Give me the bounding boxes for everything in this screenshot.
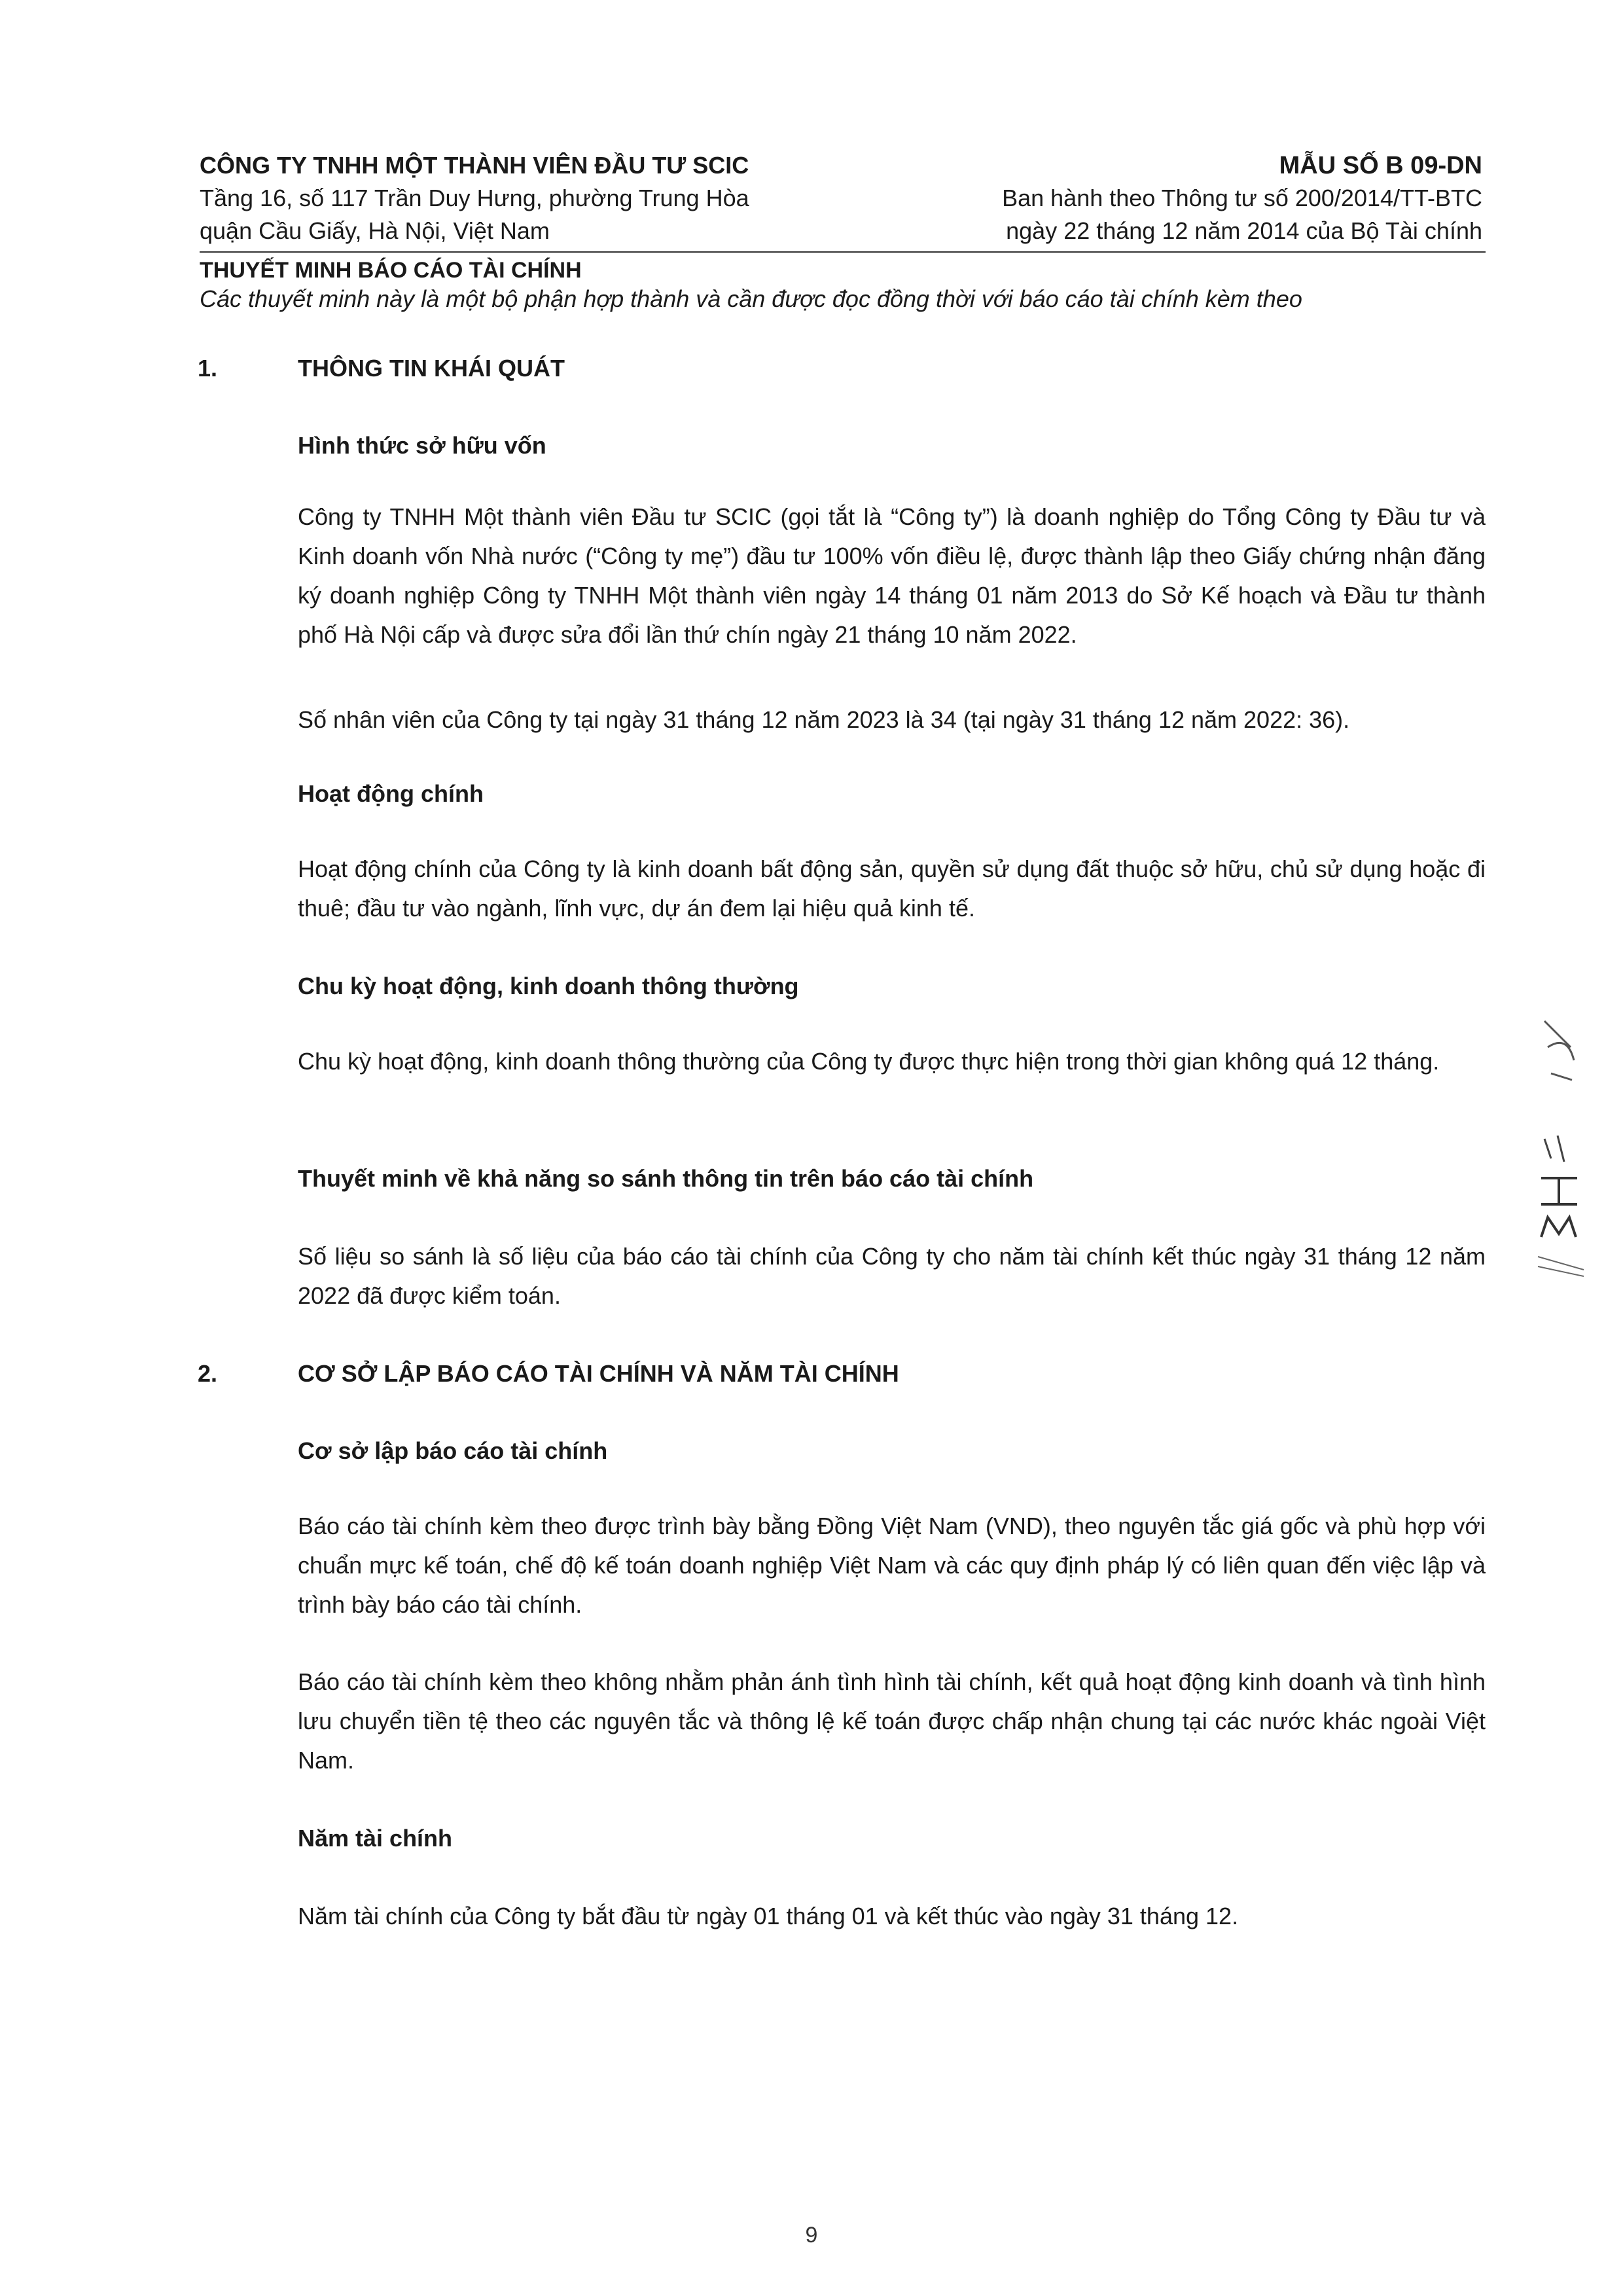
subsection-heading: Thuyết minh về khả năng so sánh thông tin trên báo cáo tài chính <box>298 1165 1034 1192</box>
section-number: 2. <box>198 1360 218 1387</box>
section-title: CƠ SỞ LẬP BÁO CÁO TÀI CHÍNH VÀ NĂM TÀI CHÍNH <box>298 1360 899 1387</box>
company-address-line-2: quận Cầu Giấy, Hà Nội, Việt Nam <box>200 217 550 244</box>
company-name: CÔNG TY TNHH MỘT THÀNH VIÊN ĐẦU TƯ SCIC <box>200 152 749 179</box>
page-number: 9 <box>805 2223 818 2248</box>
stamp-fragment-graphic <box>1531 1008 1590 1283</box>
paragraph: Báo cáo tài chính kèm theo không nhằm phản ánh tình hình tài chính, kết quả hoạt động kinh doanh và tình hình lưu chuyển tiền tệ theo các nguyên tắc và thông lệ kế toán được chấp nhận chung tại các nước khác ngoài Việt Nam. <box>298 1668 1486 1774</box>
subsection-heading: Chu kỳ hoạt động, kinh doanh thông thường <box>298 973 799 999</box>
header-divider <box>200 251 1486 253</box>
form-header <box>903 149 1482 247</box>
paragraph: Chu kỳ hoạt động, kinh doanh thông thường của Công ty được thực hiện trong thời gian không quá 12 tháng. <box>298 1048 1440 1075</box>
paragraph: Số liệu so sánh là số liệu của báo cáo tài chính của Công ty cho năm tài chính kết thúc ngày 31 tháng 12 năm 2022 đã được kiểm toán. <box>298 1243 1486 1309</box>
form-number: MẪU SỐ B 09-DN <box>1279 152 1482 179</box>
subsection-heading: Hoạt động chính <box>298 780 484 807</box>
company-address-line-1: Tầng 16, số 117 Trần Duy Hưng, phường Trung Hòa <box>200 185 749 211</box>
paragraph: Số nhân viên của Công ty tại ngày 31 tháng 12 năm 2023 là 34 (tại ngày 31 tháng 12 năm 2022: 36). <box>298 706 1350 733</box>
company-header <box>200 149 919 247</box>
issued-by-line-1: Ban hành theo Thông tư số 200/2014/TT-BTC <box>1002 185 1482 211</box>
section-number: 1. <box>198 355 218 382</box>
document-title: THUYẾT MINH BÁO CÁO TÀI CHÍNH <box>200 258 582 283</box>
section-title: THÔNG TIN KHÁI QUÁT <box>298 355 565 382</box>
paragraph: Công ty TNHH Một thành viên Đầu tư SCIC (gọi tắt là “Công ty”) là doanh nghiệp do Tổng Công ty Đầu tư và Kinh doanh vốn Nhà nước (“Công ty mẹ”) đầu tư 100% vốn điều lệ, được thành lập theo Giấy chứng nhận đăng ký doanh nghiệp Công ty TNHH Một thành viên ngày 14 tháng 01 năm 2013 do Sở Kế hoạch và Đầu tư thành phố Hà Nội cấp và được sửa đổi lần thứ chín ngày 21 tháng 10 năm 2022. <box>298 503 1486 648</box>
paragraph: Năm tài chính của Công ty bắt đầu từ ngày 01 tháng 01 và kết thúc vào ngày 31 tháng 12. <box>298 1903 1239 1929</box>
subsection-heading: Năm tài chính <box>298 1825 453 1852</box>
issued-by-line-2: ngày 22 tháng 12 năm 2014 của Bộ Tài chính <box>1006 217 1482 244</box>
paragraph: Báo cáo tài chính kèm theo được trình bày bằng Đồng Việt Nam (VND), theo nguyên tắc giá gốc và phù hợp với chuẩn mực kế toán, chế độ kế toán doanh nghiệp Việt Nam và các quy định pháp lý có liên quan đến việc lập và trình bày báo cáo tài chính. <box>298 1513 1486 1618</box>
subsection-heading: Cơ sở lập báo cáo tài chính <box>298 1437 608 1464</box>
paragraph: Hoạt động chính của Công ty là kinh doanh bất động sản, quyền sử dụng đất thuộc sở hữu, chủ sử dụng hoặc đi thuê; đầu tư vào ngành, lĩnh vực, dự án đem lại hiệu quả kinh tế. <box>298 855 1486 922</box>
document-subtitle: Các thuyết minh này là một bộ phận hợp thành và cần được đọc đồng thời với báo cáo tài chính kèm theo <box>200 285 1302 312</box>
subsection-heading: Hình thức sở hữu vốn <box>298 432 546 459</box>
